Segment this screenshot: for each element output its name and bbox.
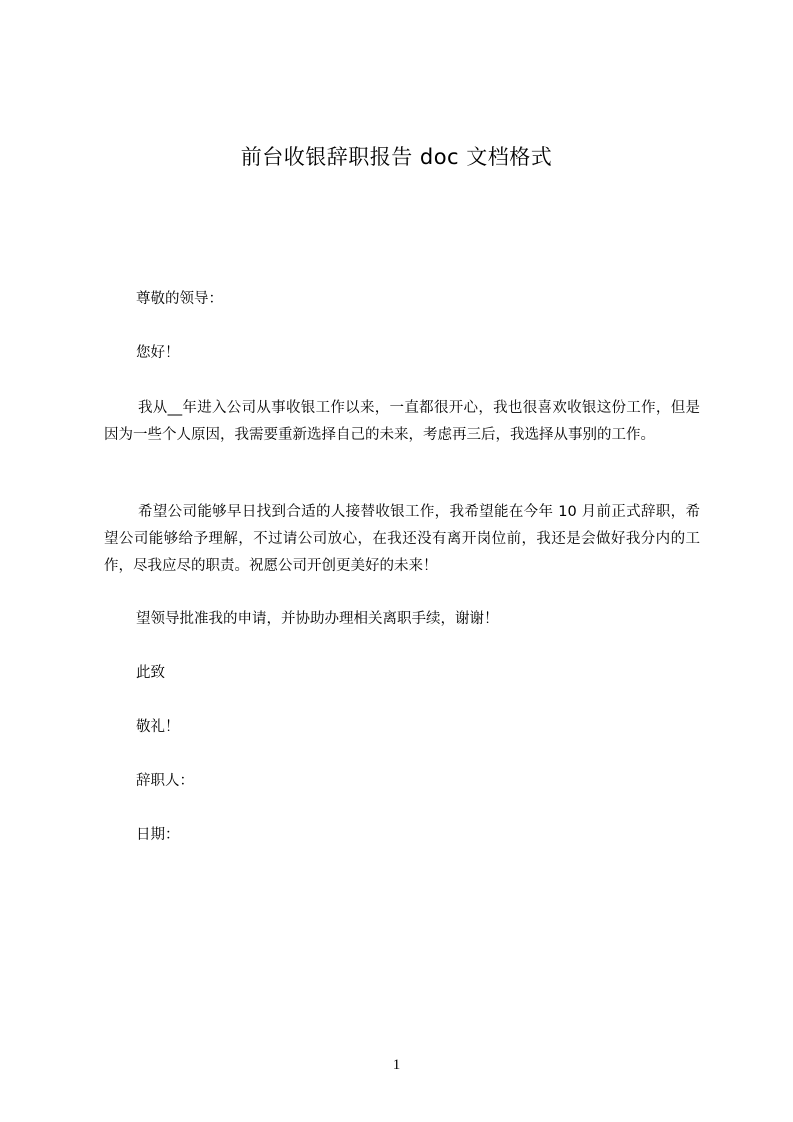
resigner-label: 辞职人： bbox=[136, 773, 194, 789]
closing-line-2: 敬礼！ bbox=[136, 719, 180, 735]
closing-line-1: 此致 bbox=[136, 665, 165, 681]
greeting: 您好！ bbox=[136, 345, 180, 361]
body-paragraph-2: 希望公司能够早日找到合适的人接替收银工作，我希望能在今年 10 月前正式辞职，希望公司能够给予理解，不过请公司放心，在我还没有离开岗位前，我还是会做好我分内的工作，尽我应尽的职责。祝愿公司开创更美好的未来！ bbox=[104, 504, 700, 574]
date-label: 日期： bbox=[136, 827, 180, 843]
page-number: 1 bbox=[392, 1057, 401, 1073]
request-paragraph: 望领导批准我的申请，并协助办理相关离职手续，谢谢！ bbox=[136, 611, 499, 627]
salutation: 尊敬的领导： bbox=[136, 291, 223, 307]
body-paragraph-1: 我从__年进入公司从事收银工作以来，一直都很开心，我也很喜欢收银这份工作，但是因为一些个人原因，我需要重新选择自己的未来，考虑再三后，我选择从事别的工作。 bbox=[104, 400, 700, 443]
document-title: 前台收银辞职报告 doc 文档格式 bbox=[240, 145, 553, 169]
